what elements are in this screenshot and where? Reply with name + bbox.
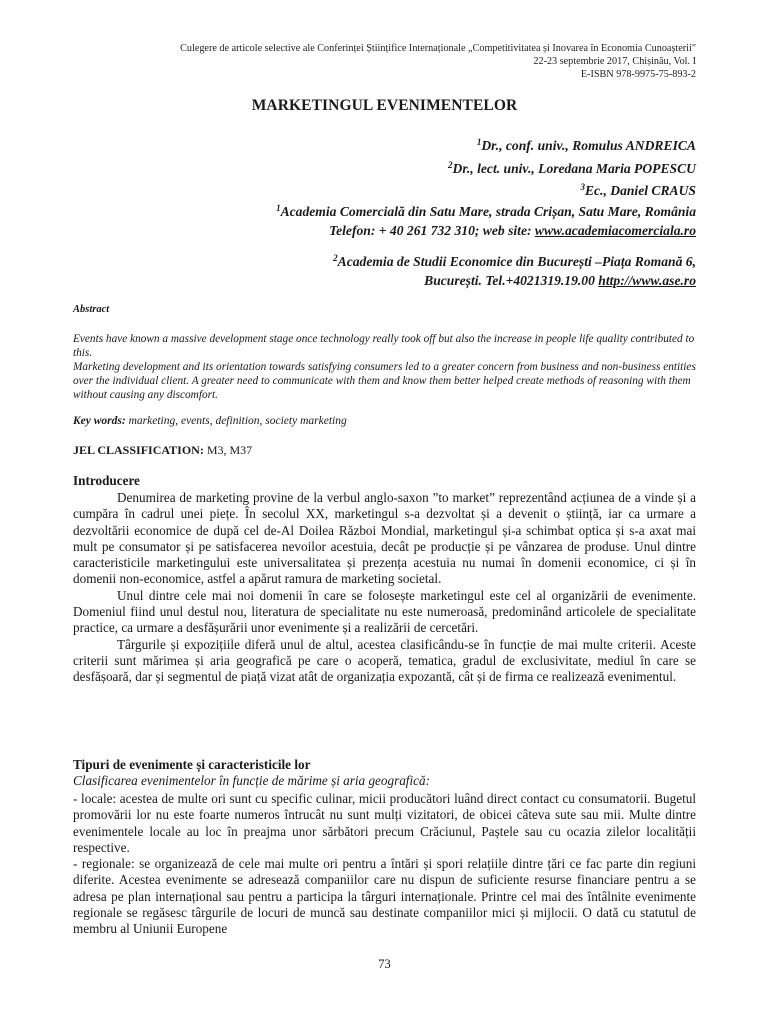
author-3-sup: 3	[580, 182, 585, 192]
author-2	[448, 156, 696, 179]
jel-label: JEL CLASSIFICATION:	[73, 443, 204, 457]
author-2-text: Dr., lect. univ., Loredana Maria POPESCU	[452, 160, 696, 176]
affiliation-1-website-link[interactable]: www.academiacomerciala.ro	[534, 222, 696, 238]
intro-paragraph-2: Unul dintre cele mai noi domenii în care se folosește marketingul este cel al organizării de evenimente. Domeniul fiind unul destul nou, literatura de specialitate nu este numeroasă, predominând articolele de specialitate practice, ca urmare a desfășurării unor evenimente și a realizării de cercetări.	[73, 587, 696, 636]
section-heading-event-types: Tipuri de evenimente și caracteristicile lor	[73, 757, 311, 772]
author-1-text: Dr., conf. univ., Romulus ANDREICA	[481, 138, 696, 153]
subsection-heading-classification: Clasificarea evenimentelor în funcție de mărime și aria geografică:	[73, 773, 430, 788]
abstract-paragraph-2: Marketing development and its orientation towards satisfying consumers led to a greater concern from business and non-business entities over the individual client. A greater need to communicate with them and know them better helped create methods of reasoning with them without causing any discomfort.	[73, 361, 696, 401]
jel-classification	[73, 443, 252, 458]
authors-block	[448, 133, 696, 201]
affiliation-2-sup: 2	[333, 253, 338, 263]
abstract-body	[73, 332, 696, 402]
page-number: 73	[378, 957, 391, 971]
introduction-body	[73, 490, 696, 686]
running-header-line-2: 22-23 septembrie 2017, Chișinău, Vol. I	[533, 56, 696, 67]
author-2-sup: 2	[448, 159, 453, 170]
affiliation-2-address: Academia de Studii Economice din București –Piața Romană 6,	[337, 254, 696, 269]
author-3	[448, 178, 696, 201]
affiliation-2-contact: București. Tel.+4021319.19.00	[424, 272, 599, 288]
affiliation-1-contact: Telefon: + 40 261 732 310; web site:	[329, 222, 535, 238]
abstract-heading: Abstract	[73, 304, 110, 315]
affiliation-1	[276, 199, 696, 240]
document-page	[73, 0, 696, 1024]
keywords	[73, 415, 696, 427]
abstract-paragraph-1: Events have known a massive development stage once technology really took off but also the increase in people life quality contributed to this.	[73, 333, 695, 359]
intro-paragraph-3: Târgurile și expozițiile diferă unul de altul, acestea clasificându-se în funcție de mai multe criterii. Aceste criterii sunt mărimea și aria geografică pe care o acoperă, tematica, gradul de exclusivitate, mediul în care se desfășoară, dar și segmentul de piață vizat atât de organizația expozantă, cât și de firma ce realizează evenimentul.	[73, 636, 696, 685]
keywords-text: marketing, events, definition, society marketing	[125, 415, 347, 427]
running-header-line-3: E-ISBN 978-9975-75-893-2	[580, 69, 696, 80]
event-types-body	[73, 791, 696, 938]
paper-title: MARKETINGUL EVENIMENTELOR	[251, 97, 518, 114]
affiliation-2	[333, 249, 696, 290]
types-paragraph-regional: - regionale: se organizează de cele mai multe ori pentru a întări și spori relațiile dintre țări ce fac parte din regiuni diferite. Acestea evenimente se adresează companiilor care nu dispun de suficiente resurse financiare pentru a se adresa pe plan internațional sau pentru a participa la târguri internaționale. Printre cel mai des întâlnite evenimente regionale se regăsesc târgurile de locuri de muncă sau destinate companiilor mici și mijlocii. O dată cu statutul de membru al Uniunii Europene	[73, 856, 696, 937]
section-heading-introduction: Introducere	[73, 473, 140, 488]
affiliation-1-sup: 1	[276, 203, 281, 213]
affiliation-2-website-link[interactable]: http://www.ase.ro	[598, 272, 696, 288]
author-1-sup: 1	[476, 137, 482, 147]
running-header	[73, 42, 696, 81]
keywords-label: Key words:	[73, 415, 126, 427]
intro-paragraph-1: Denumirea de marketing provine de la verbul anglo-saxon ”to market” reprezentând acțiunea de a vinde și a cumpăra în cadrul unei piețe. În secolul XX, marketingul s-a dezvoltat și a devenit o știință, iar ca urmare a dezvoltării economice de după cel de-Al Doilea Război Mondial, marketingul și-a schimbat optica și s-a axat mai mult pe consumator și pe satisfacerea nevoilor acestuia, decât pe producție și pe vânzarea de produse. Unul dintre caracteristicile marketingului este universalitatea și prezența acestuia nu numai în domenii economice, ci și în domenii non-economice, astfel a apărut ramura de marketing societal.	[73, 490, 696, 587]
affiliation-1-address: Academia Comercială din Satu Mare, strada Crișan, Satu Mare, România	[280, 204, 696, 219]
author-3-text: Ec., Daniel CRAUS	[584, 183, 696, 198]
types-paragraph-local: - locale: acestea de multe ori sunt cu specific culinar, micii producători luând direct contact cu consumatorii. Bugetul promovării lor nu este foarte numeros întrucât nu sunt mulți vizitatori, de obicei câteva sute sau mii. Multe dintre evenimentele locale au loc în preajma unor sărbători precum Crăciunul, Paștele sau cu ocazia zilelor localității respective.	[73, 791, 696, 855]
running-header-line-1: Culegere de articole selective ale Conferinței Științifice Internaționale „Competitivitatea și Inovarea în Economia Cunoașterii"	[180, 43, 696, 54]
jel-codes: M3, M37	[203, 443, 253, 457]
author-1	[448, 133, 696, 156]
